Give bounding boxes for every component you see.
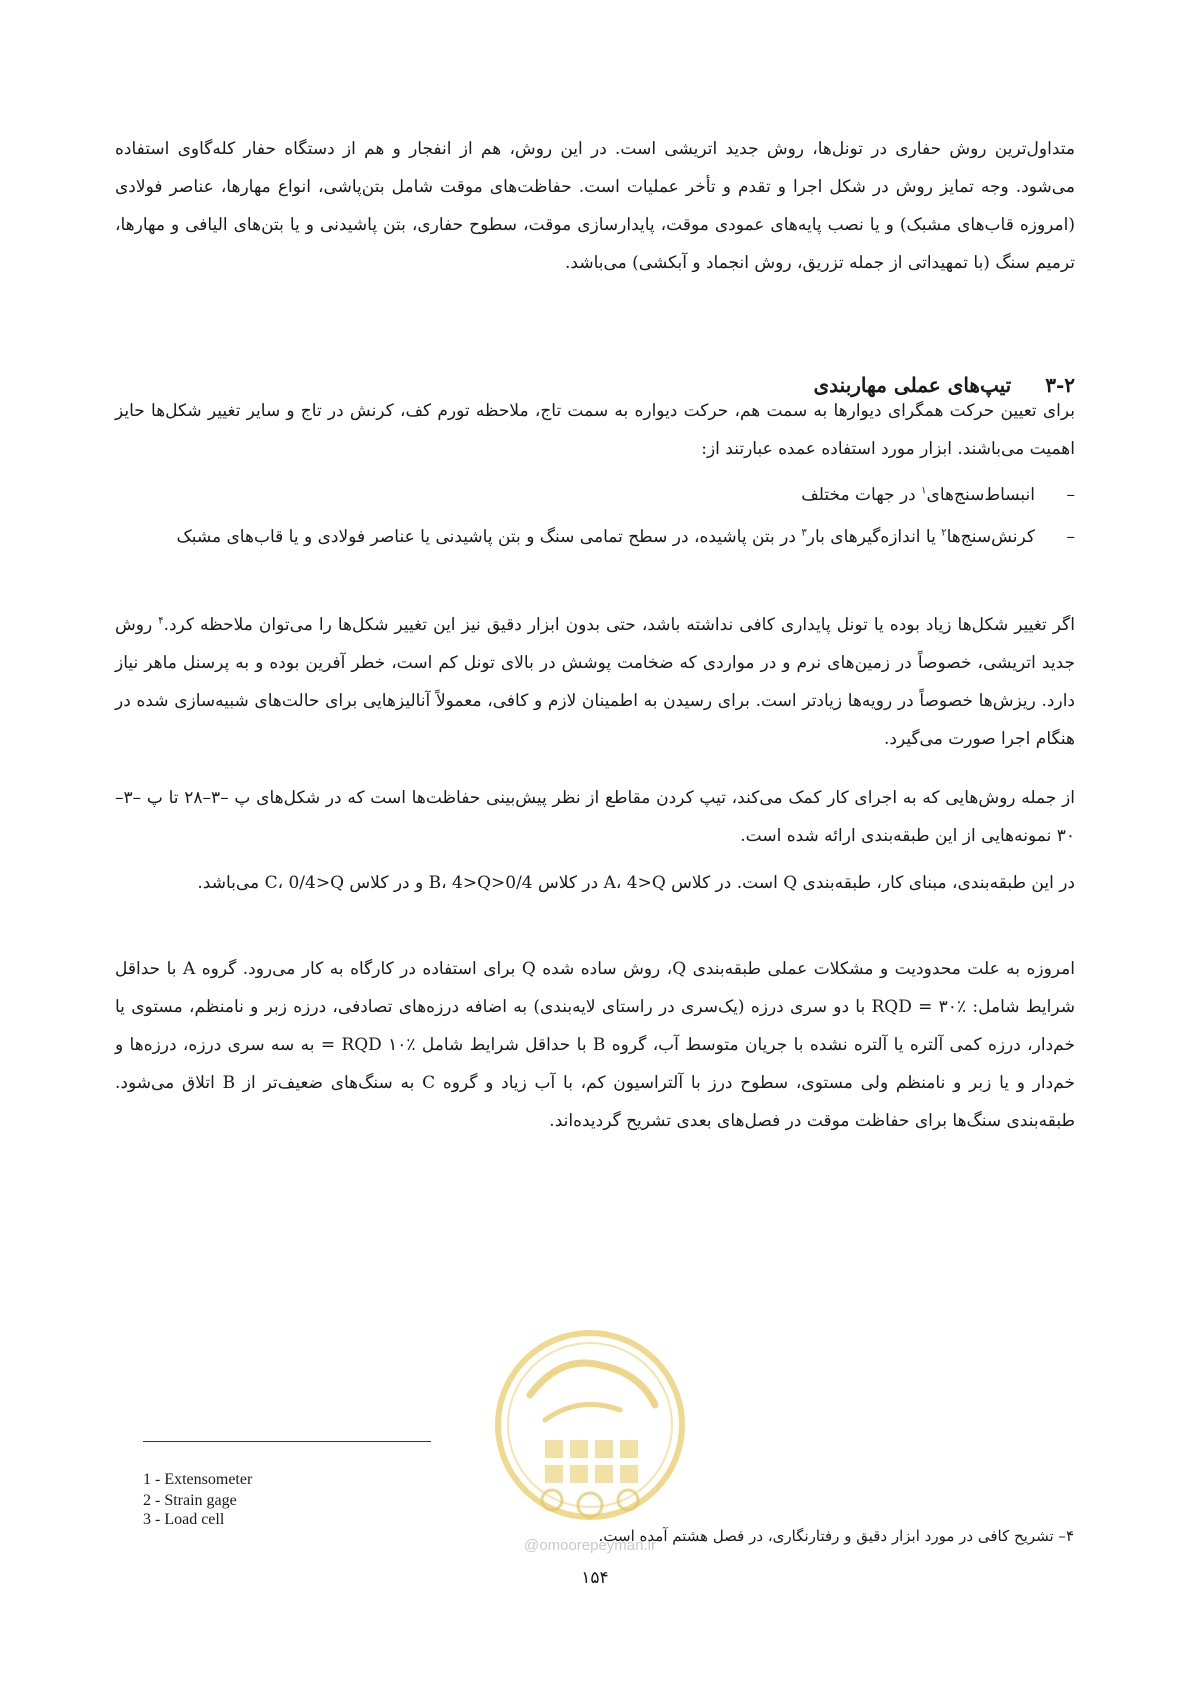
- footnote-1: 1 - Extensometer: [143, 1471, 253, 1488]
- footnote-ref-2: ۲: [941, 527, 947, 539]
- footnote-3: 3 - Load cell: [143, 1511, 225, 1528]
- bullet-item-strain-gage: [115, 518, 1075, 556]
- footnote-divider: [143, 1441, 431, 1442]
- bullet-text: کرنش‌سنج‌ها$^۲$ یا اندازه‌گیرهای بار$^۳$ در بتن پاشیده، در سطح تمامی سنگ و بتن پاشیدنی یا عناصر فولادی و یا قاب‌های مشبک: [176, 527, 1035, 547]
- watermark-logo: [490, 1325, 690, 1555]
- paragraph-instruments-intro: برای تعیین حرکت همگرای دیوارها به سمت هم، حرکت دیواره به سمت تاج، ملاحظه تورم کف، کرنش در تاج و سایر تغییر شکل‌ها حایز اهمیت می‌باشند. ابزار مورد استفاده عمده عبارتند از:: [115, 401, 1075, 459]
- bullet-item-extensometer: [115, 476, 1075, 514]
- paragraph-section-typing: از جمله روش‌هایی که به اجرای کار کمک می‌کند، تیپ کردن مقاطع از نظر پیش‌بینی حفاظت‌ها است که در شکل‌های پ –۳–۲۸ تا پ –۳–۳۰ نمونه‌هایی از این طبقه‌بندی ارائه شده است.: [115, 788, 1075, 846]
- footnote-2: 2 - Strain gage: [143, 1492, 237, 1509]
- paragraph-q-classification: در این طبقه‌بندی، مبنای کار، طبقه‌بندی Q است. در کلاس A، 4>Q در کلاس B، 4>Q>0/4 و در کلاس C، 0/4>Q می‌باشد.: [197, 873, 1075, 893]
- watermark-seal-icon: [490, 1325, 690, 1535]
- paragraph-simplified-q: امروزه به علت محدودیت و مشکلات عملی طبقه‌بندی Q، روش ساده شده Q برای استفاده در کارگاه به کار می‌رود. گروه A با حداقل شرایط شامل: RQD = ۳۰٪ با دو سری درزه (یک‌سری در راستای لایه‌بندی) به اضافه درزه‌های تصادفی، درزه زبر و نامنظم، مستوی یا خم‌دار، درزه کمی آلتره یا آلتره نشده با جریان متوسط آب، گروه B با حداقل شرایط شامل RQD ۱۰٪ = به سه سری درزه، درزه‌ها و خم‌دار و یا زبر و نامنظم ولی مستوی، سطوح درز با آلتراسیون کم، با آب زیاد و گروه C به سنگ‌های ضعیف‌تر از B اتلاق می‌شود. طبقه‌بندی سنگ‌ها برای حفاظت موقت در فصل‌های بعدی تشریح گردیده‌اند.: [115, 959, 1076, 1131]
- paragraph-deformation: اگر تغییر شکل‌ها زیاد بوده یا تونل پایداری کافی نداشته باشد، حتی بدون ابزار دقیق نیز این تغییر شکل‌ها را می‌توان ملاحظه کرد.$^۴$ روش جدید اتریشی، خصوصاً در زمین‌های نرم و در مواردی که ضخامت پوشش در بالای تونل کم است، خطر آفرین بوده و به پرسنل ماهر نیاز دارد. ریزش‌ها خصوصاً در رویه‌ها زیادتر است. برای رسیدن به اطمینان لازم و کافی، معمولاً آنالیزهایی برای حالت‌های شبیه‌سازی شده در هنگام اجرا صورت می‌گیرد.: [115, 615, 1075, 749]
- bullet-dash: –: [1066, 485, 1075, 505]
- section-title: تیپ‌های عملی مهاربندی: [813, 373, 1012, 397]
- bullet-text: انبساط‌سنج‌های$^۱$ در جهات مختلف: [801, 485, 1035, 505]
- footnote-4: ۴– تشریح کافی در مورد ابزار دقیق و رفتارنگاری، در فصل هشتم آمده است.: [598, 1527, 1074, 1545]
- section-number: ۳-۲: [1045, 373, 1075, 397]
- page-number: ۱۵۴: [581, 1568, 609, 1588]
- footnote-ref-1: ۱: [921, 485, 927, 497]
- intro-paragraph: متداول‌ترین روش حفاری در تونل‌ها، روش جدید اتریشی است. در این روش، هم از انفجار و هم از دستگاه حفار کله‌گاوی استفاده می‌شود. وجه تمایز روش در شکل اجرا و تقدم و تأخر عملیات است. حفاظت‌های موقت شامل بتن‌پاشی، انواع مهارها، عناصر فولادی (امروزه قاب‌های مشبک) و یا نصب پایه‌های عمودی موقت، پایدارسازی موقت، سطوح حفاری، بتن پاشیدنی و یا بتن‌های الیافی و مهارها، ترمیم سنگ (با تمهیداتی از جمله تزریق، روش انجماد و آبکشی) می‌باشد.: [115, 139, 1075, 273]
- footnote-ref-3: ۳: [801, 527, 807, 539]
- watermark-url: @omoorepeyman.ir: [524, 1537, 656, 1554]
- bullet-dash: –: [1066, 527, 1075, 547]
- footnote-ref-4: ۴: [158, 615, 164, 627]
